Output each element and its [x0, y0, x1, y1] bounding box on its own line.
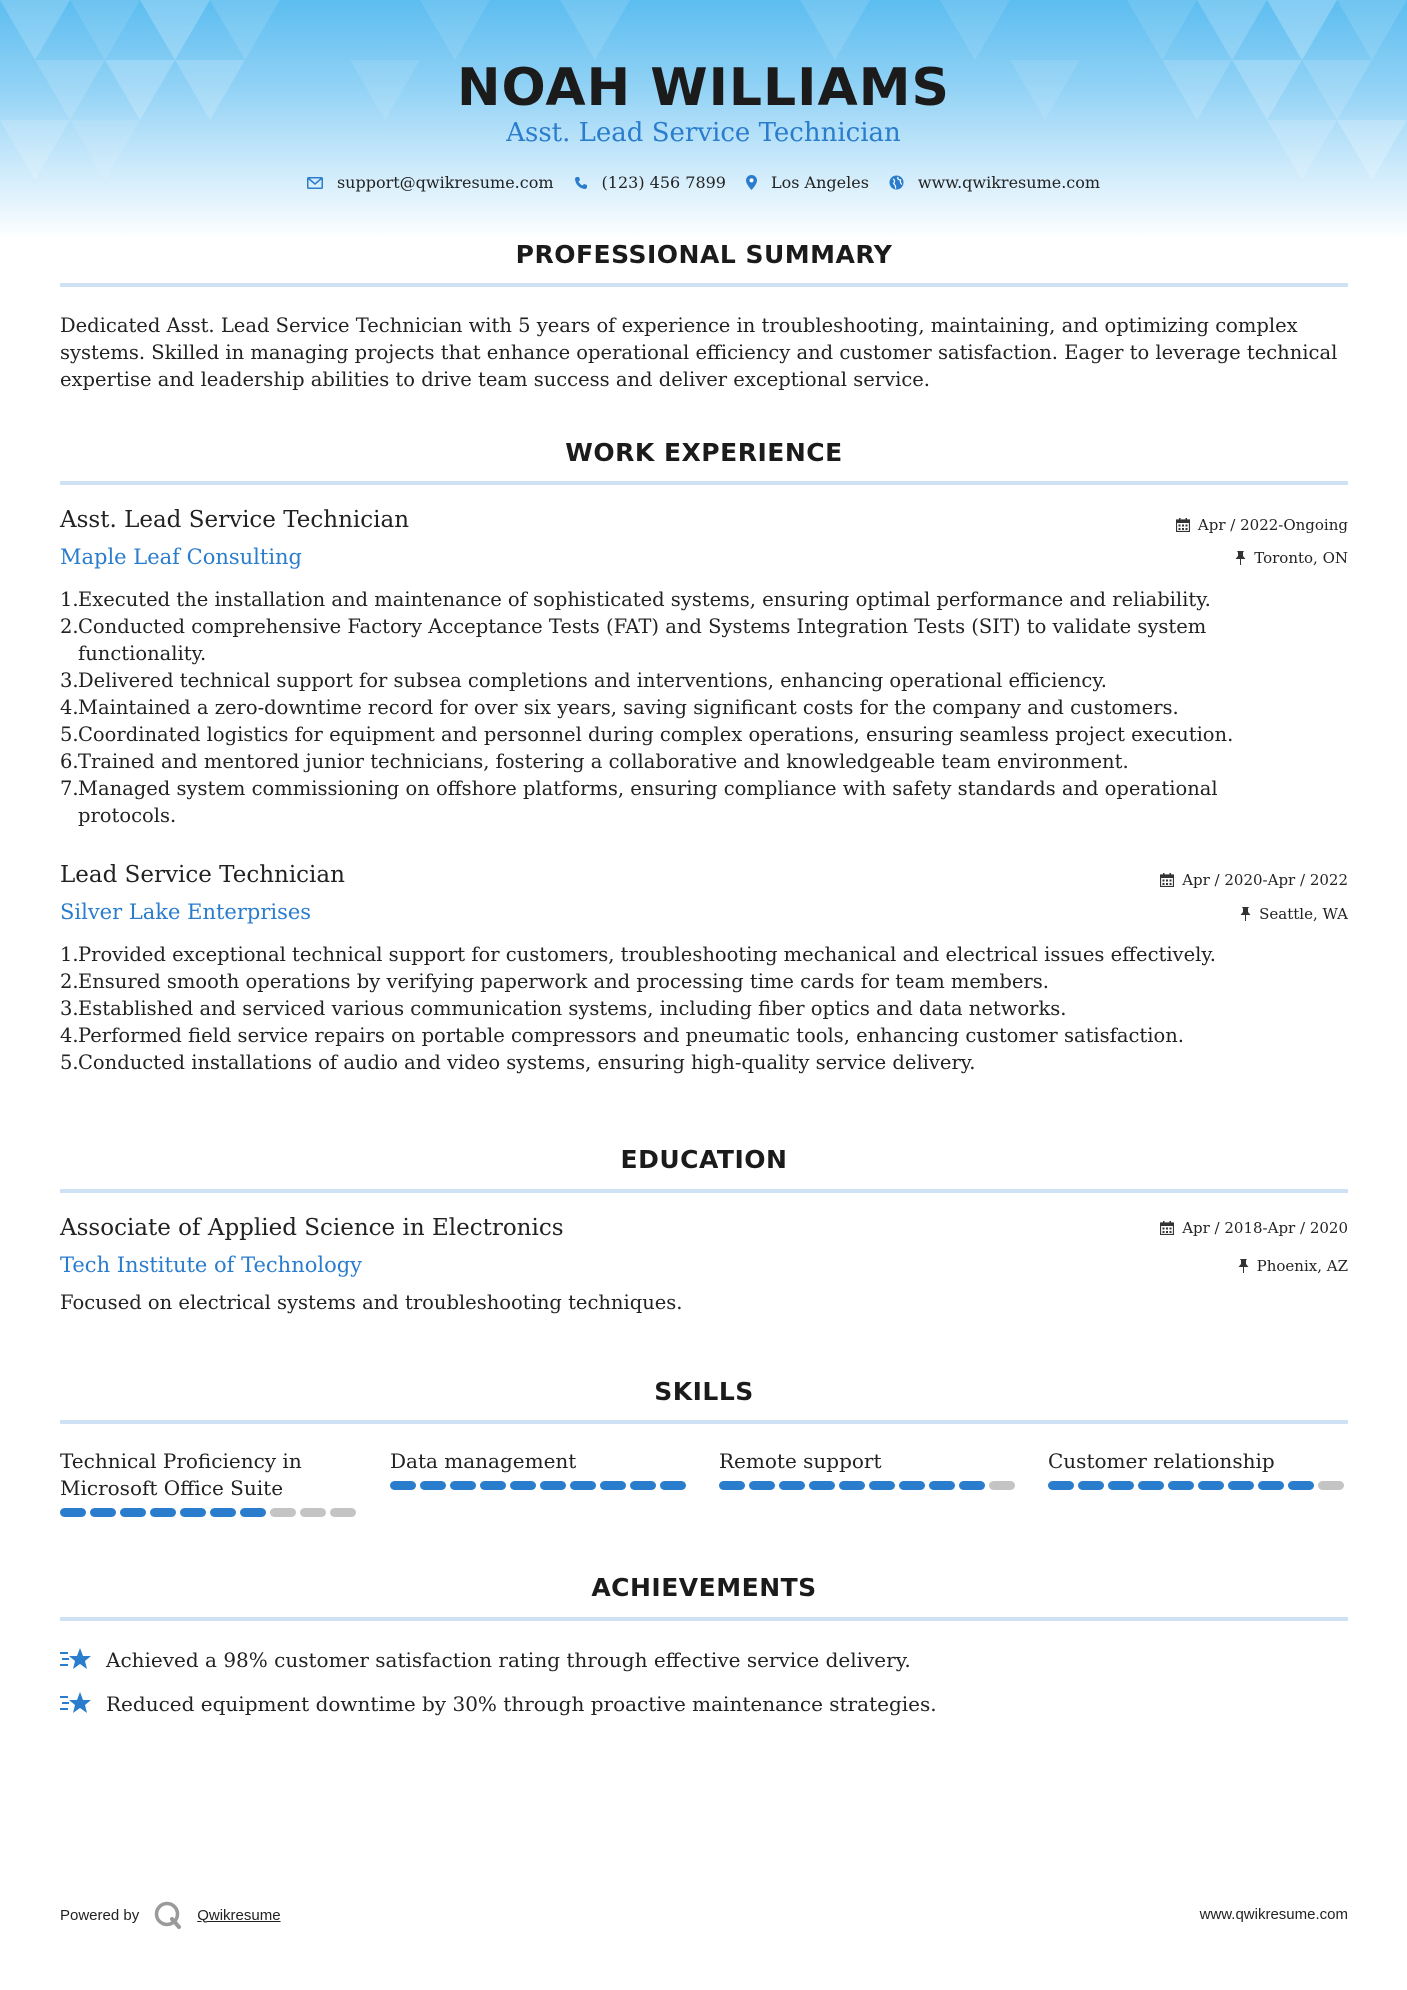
- skill-segment-filled: [1228, 1481, 1254, 1490]
- skill-name: Remote support: [719, 1449, 882, 1473]
- skill-segment-filled: [420, 1481, 446, 1490]
- skill-segment-filled: [1168, 1481, 1194, 1490]
- skill-segment-filled: [450, 1481, 476, 1490]
- footer-website[interactable]: www.qwikresume.com: [1199, 1906, 1348, 1923]
- job-location-text: Toronto, ON: [1254, 549, 1348, 567]
- skill-segment-filled: [210, 1508, 236, 1517]
- skill-segment-filled: [809, 1481, 835, 1490]
- star-icon: [60, 1690, 92, 1718]
- list-item: 5. Coordinated logistics for equipment and personnel during complex operations, ensuring seamless project execution.: [60, 723, 1234, 746]
- degree-title: Associate of Applied Science in Electronics: [60, 1215, 564, 1241]
- pushpin-icon: [1240, 907, 1251, 921]
- company-name: Maple Leaf Consulting: [60, 545, 303, 569]
- skill-segment-filled: [630, 1481, 656, 1490]
- skill-segment-filled: [1198, 1481, 1224, 1490]
- list-item: 6. Trained and mentored junior technicians, fostering a collaborative and knowledgeable team environment.: [60, 750, 1129, 773]
- skill-segment-filled: [839, 1481, 865, 1490]
- list-item: 2. Conducted comprehensive Factory Acceptance Tests (FAT) and Systems Integration Tests (SIT) to validate system functionality.: [60, 615, 1207, 665]
- job-location: [1235, 549, 1348, 567]
- education-heading: EDUCATION: [620, 1145, 788, 1174]
- summary-heading: PROFESSIONAL SUMMARY: [515, 240, 893, 269]
- education-dates-text: Apr / 2018-Apr / 2020: [1182, 1219, 1348, 1237]
- skill-segment-filled: [1108, 1481, 1134, 1490]
- education-dates: [1160, 1219, 1348, 1237]
- skill-segment-filled: [240, 1508, 266, 1517]
- skill-level-bar: [719, 1481, 1019, 1490]
- job-dates-text: Apr / 2020-Apr / 2022: [1182, 871, 1348, 889]
- experience-heading: WORK EXPERIENCE: [565, 438, 843, 467]
- map-pin-icon: [746, 175, 757, 190]
- job-title: Lead Service Technician: [60, 862, 345, 888]
- skill-segment-filled: [150, 1508, 176, 1517]
- skill-item: [1048, 1448, 1348, 1490]
- globe-icon: [889, 175, 904, 190]
- achievements-divider: [60, 1617, 1348, 1621]
- powered-by-label: Powered by: [60, 1906, 140, 1924]
- skill-segment-filled: [959, 1481, 985, 1490]
- list-item: 1. Executed the installation and maintenance of sophisticated systems, ensuring optimal performance and reliability.: [60, 588, 1211, 611]
- skill-item: [719, 1448, 1019, 1490]
- job-location: [1240, 905, 1348, 923]
- website-text: www.qwikresume.com: [917, 173, 1101, 192]
- star-icon: [60, 1646, 92, 1674]
- summary-text: Dedicated Asst. Lead Service Technician with 5 years of experience in troubleshooting, maintaining, and optimizing complex systems. Skilled in managing projects that enhance operational efficiency and customer satisfaction. Eager to leverage technical expertise and leadership abilities to drive team success and deliver exceptional service.: [60, 314, 1338, 391]
- skill-segment-empty: [330, 1508, 356, 1517]
- list-item: 3. Established and serviced various communication systems, including fiber optics and data networks.: [60, 997, 1067, 1020]
- skill-segment-filled: [60, 1508, 86, 1517]
- skill-segment-filled: [1078, 1481, 1104, 1490]
- contact-location: [746, 173, 869, 192]
- job-title: Asst. Lead Service Technician: [60, 507, 410, 533]
- skill-segment-filled: [719, 1481, 745, 1490]
- skill-segment-empty: [1318, 1481, 1344, 1490]
- skill-segment-filled: [779, 1481, 805, 1490]
- contact-email[interactable]: [307, 173, 554, 192]
- summary-divider: [60, 283, 1348, 287]
- achievement-item: [60, 1690, 937, 1718]
- achievements-heading: ACHIEVEMENTS: [591, 1573, 817, 1602]
- achievement-item: [60, 1646, 911, 1674]
- qwikresume-logo-icon: [153, 1900, 183, 1930]
- skill-segment-filled: [600, 1481, 626, 1490]
- skill-level-bar: [1048, 1481, 1348, 1490]
- job-bullets: [60, 941, 1300, 1076]
- skill-level-bar: [390, 1481, 690, 1490]
- skill-level-bar: [60, 1508, 360, 1517]
- email-text: support@qwikresume.com: [336, 173, 554, 192]
- job-dates-text: Apr / 2022-Ongoing: [1197, 516, 1348, 534]
- education-location-text: Phoenix, AZ: [1256, 1257, 1348, 1275]
- list-item: 3. Delivered technical support for subsea completions and interventions, enhancing operational efficiency.: [60, 669, 1107, 692]
- contact-bar: [0, 173, 1407, 192]
- skill-segment-filled: [180, 1508, 206, 1517]
- skill-segment-empty: [270, 1508, 296, 1517]
- achievement-text: Reduced equipment downtime by 30% through proactive maintenance strategies.: [106, 1692, 937, 1716]
- skill-segment-filled: [929, 1481, 955, 1490]
- skills-heading: SKILLS: [654, 1377, 754, 1406]
- list-item: 1. Provided exceptional technical support for customers, troubleshooting mechanical and electrical issues effectively.: [60, 943, 1216, 966]
- skill-segment-filled: [120, 1508, 146, 1517]
- job-bullets: [60, 586, 1300, 829]
- skill-segment-filled: [390, 1481, 416, 1490]
- skill-segment-filled: [1258, 1481, 1284, 1490]
- skills-divider: [60, 1420, 1348, 1424]
- skill-segment-filled: [540, 1481, 566, 1490]
- skill-segment-filled: [1288, 1481, 1314, 1490]
- brand-link[interactable]: Qwikresume: [197, 1906, 281, 1924]
- education-divider: [60, 1189, 1348, 1193]
- job-location-text: Seattle, WA: [1259, 905, 1348, 923]
- skill-segment-empty: [989, 1481, 1015, 1490]
- calendar-icon: [1160, 1221, 1174, 1235]
- pushpin-icon: [1235, 551, 1246, 565]
- list-item: 2. Ensured smooth operations by verifying paperwork and processing time cards for team members.: [60, 970, 1049, 993]
- footer-powered-by: [60, 1900, 281, 1930]
- education-location: [1238, 1257, 1348, 1275]
- school-name: Tech Institute of Technology: [60, 1253, 363, 1277]
- skill-segment-filled: [570, 1481, 596, 1490]
- skill-segment-empty: [300, 1508, 326, 1517]
- skill-segment-filled: [749, 1481, 775, 1490]
- list-item: 7. Managed system commissioning on offshore platforms, ensuring compliance with safety standards and operational protocols.: [60, 777, 1218, 827]
- skill-item: [60, 1448, 360, 1517]
- pushpin-icon: [1238, 1259, 1249, 1273]
- phone-text: (123) 456 7899: [601, 173, 726, 192]
- skill-segment-filled: [899, 1481, 925, 1490]
- skill-segment-filled: [660, 1481, 686, 1490]
- contact-website[interactable]: [889, 173, 1100, 192]
- list-item: 4. Performed field service repairs on portable compressors and pneumatic tools, enhancing customer satisfaction.: [60, 1024, 1184, 1047]
- location-text: Los Angeles: [770, 173, 869, 192]
- skill-segment-filled: [90, 1508, 116, 1517]
- skill-segment-filled: [1048, 1481, 1074, 1490]
- skill-item: [390, 1448, 690, 1490]
- skill-segment-filled: [510, 1481, 536, 1490]
- envelope-icon: [307, 177, 323, 189]
- calendar-icon: [1160, 873, 1174, 887]
- skill-name: Customer relationship: [1048, 1449, 1275, 1473]
- achievement-text: Achieved a 98% customer satisfaction rating through effective service delivery.: [106, 1648, 911, 1672]
- skill-name: Data management: [390, 1449, 577, 1473]
- job-dates: [1176, 516, 1348, 534]
- list-item: 4. Maintained a zero-downtime record for over six years, saving significant costs for the company and customers.: [60, 696, 1179, 719]
- company-name: Silver Lake Enterprises: [60, 900, 312, 924]
- candidate-role: Asst. Lead Service Technician: [506, 118, 901, 148]
- contact-phone[interactable]: [574, 173, 726, 192]
- skill-segment-filled: [1138, 1481, 1164, 1490]
- candidate-name: NOAH WILLIAMS: [457, 58, 950, 118]
- job-dates: [1160, 871, 1348, 889]
- list-item: 5. Conducted installations of audio and video systems, ensuring high-quality service delivery.: [60, 1051, 976, 1074]
- skill-segment-filled: [480, 1481, 506, 1490]
- calendar-icon: [1176, 518, 1190, 532]
- experience-divider: [60, 481, 1348, 485]
- skill-segment-filled: [869, 1481, 895, 1490]
- skill-name: Technical Proficiency in Microsoft Office Suite: [60, 1449, 302, 1500]
- education-description: Focused on electrical systems and troubleshooting techniques.: [60, 1291, 683, 1314]
- phone-icon: [574, 176, 588, 190]
